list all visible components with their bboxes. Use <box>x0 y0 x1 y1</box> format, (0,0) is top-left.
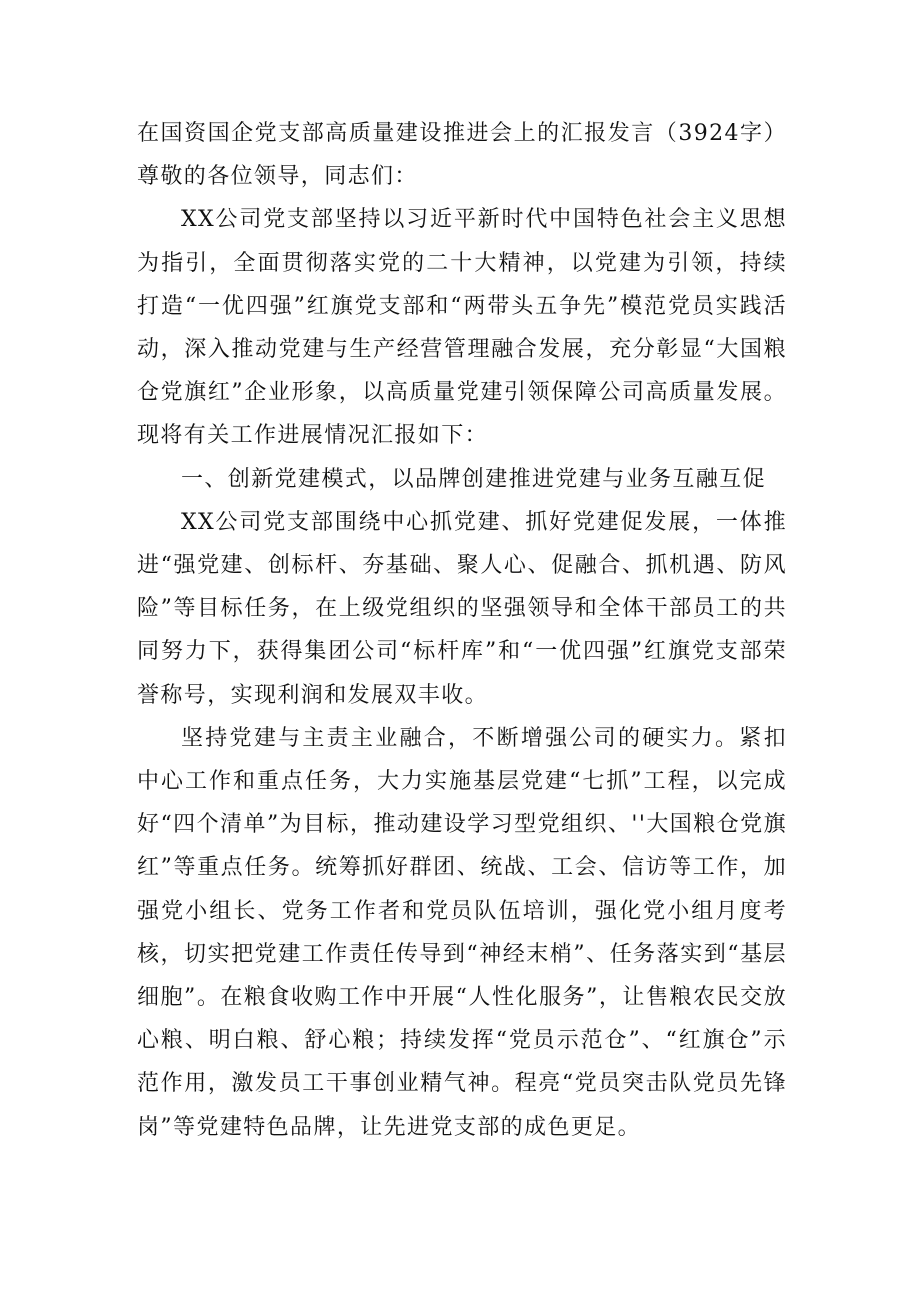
body-paragraph-1: XX公司党支部围绕中心抓党建、抓好党建促发展，一体推进“强党建、创标杆、夯基础、聚人心、促融合、抓机遇、防风险”等目标任务，在上级党组织的坚强领导和全体干部员工的共同努力下，获得集团公司“标杆库”和“一优四强”红旗党支部荣誉称号，实现利润和发展双丰收。 <box>137 509 787 708</box>
document-body <box>137 112 787 1149</box>
body-paragraph-2: 坚持党建与主责主业融合，不断增强公司的硬实力。紧扣中心工作和重点任务，大力实施基层党建“七抓”工程，以完成好“四个清单”为目标，推动建设学习型党组织、''大国粮仓党旗红”等重点任务。统筹抓好群团、统战、工会、信访等工作，加强党小组长、党务工作者和党员队伍培训，强化党小组月度考核，切实把党建工作责任传导到“神经末梢”、任务落实到“基层细胞”。在粮食收购工作中开展“人性化服务”，让售粮农民交放心粮、明白粮、舒心粮；持续发挥“党员示范仓”、“红旗仓”示范作用，激发员工干事创业精气神。程亮“党员突击队党员先锋岗”等党建特色品牌，让先进党支部的成色更足。 <box>137 725 787 1140</box>
intro-paragraph: XX公司党支部坚持以习近平新时代中国特色社会主义思想为指引，全面贯彻落实党的二十大精神，以党建为引领，持续打造“一优四强”红旗党支部和“两带头五争先”模范党员实践活动，深入推动党建与生产经营管理融合发展，充分彰显“大国粮仓党旗红”企业形象，以高质量党建引领保障公司高质量发展。现将有关工作进展情况汇报如下： <box>137 207 787 449</box>
section-heading-1: 一、创新党建模式，以品牌创建推进党建与业务互融互促 <box>181 466 767 492</box>
document-opening: 在国资国企党支部高质量建设推进会上的汇报发言（3924字）尊敬的各位领导，同志们： <box>137 121 787 190</box>
